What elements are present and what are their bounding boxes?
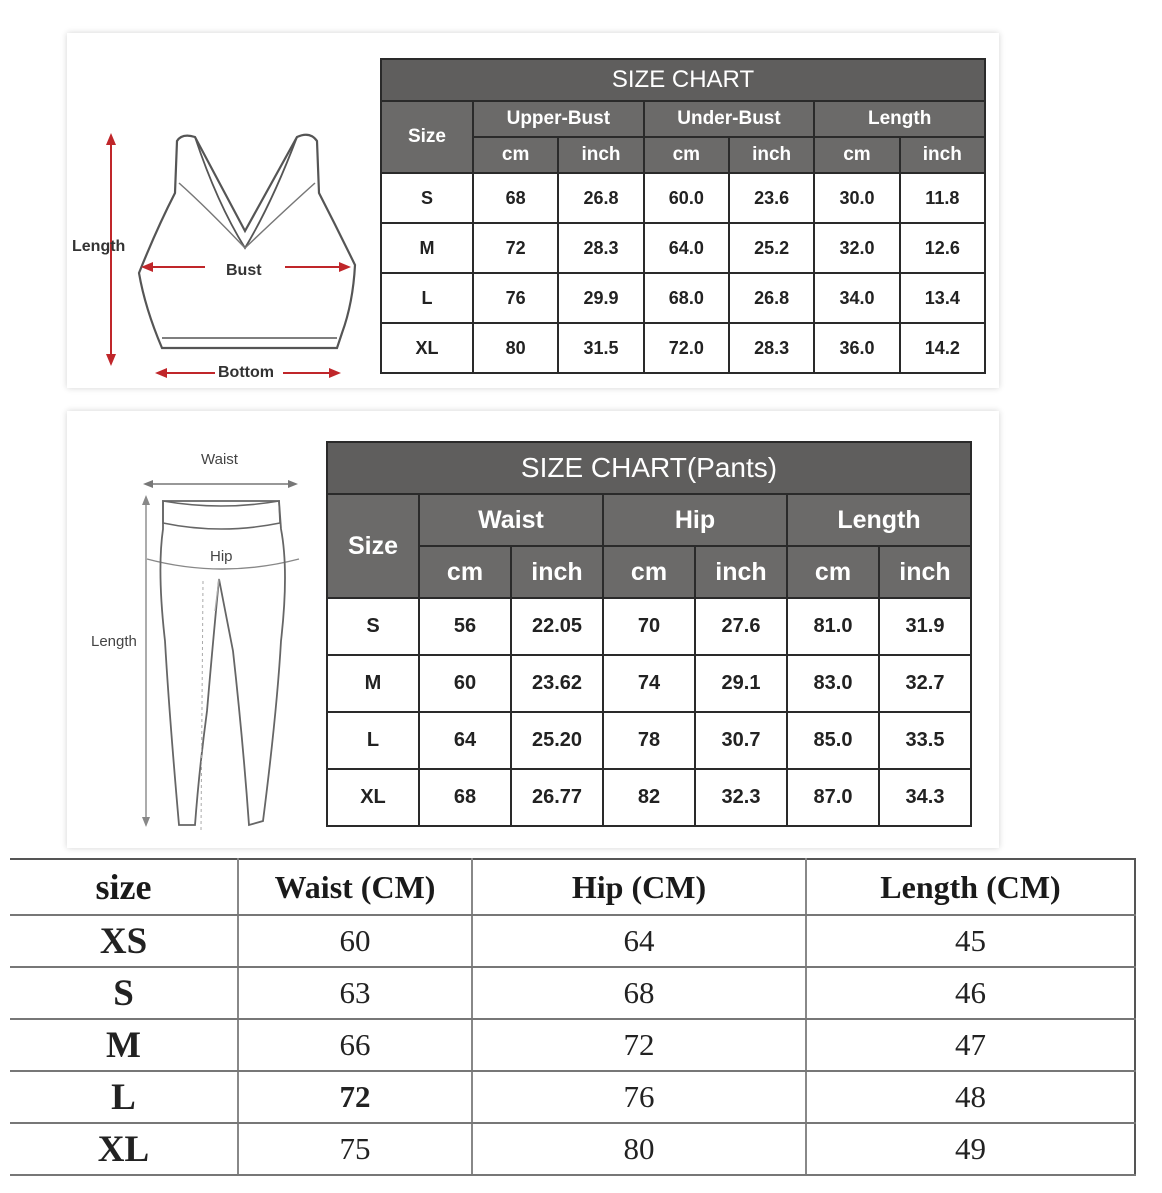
- bra-size-cell: L: [381, 273, 473, 323]
- length-cell: 48: [806, 1071, 1135, 1123]
- simple-size-table: [10, 858, 1136, 1176]
- pants-value-cell: 23.62: [511, 655, 603, 712]
- waist-cell: 63: [238, 967, 472, 1019]
- waist-cell: 72: [238, 1071, 472, 1123]
- bra-bottom-label: Bottom: [218, 364, 274, 381]
- bra-group-length: Length: [814, 101, 985, 137]
- pants-size-table: [326, 441, 972, 827]
- bra-row-s: [381, 173, 985, 223]
- bra-length-label: Length: [72, 238, 126, 255]
- pants-size-cell: L: [327, 712, 419, 769]
- column-header-size: size: [10, 859, 238, 915]
- waist-cell: 60: [238, 915, 472, 967]
- pants-row-l: [327, 712, 971, 769]
- bra-value-cell: 68.0: [644, 273, 729, 323]
- pants-value-cell: 31.9: [879, 598, 971, 655]
- length-cell: 45: [806, 915, 1135, 967]
- pants-row-s: [327, 598, 971, 655]
- pants-figure-illustration: [67, 411, 317, 848]
- bra-value-cell: 25.2: [729, 223, 814, 273]
- pants-group-length: Length: [787, 494, 971, 546]
- bra-unit: inch: [558, 137, 643, 173]
- size-cell: S: [10, 967, 238, 1019]
- table-row: [10, 1071, 1135, 1123]
- pants-hip-label: Hip: [210, 548, 233, 565]
- length-cell: 46: [806, 967, 1135, 1019]
- pants-group-hip: Hip: [603, 494, 787, 546]
- hip-cell: 64: [472, 915, 806, 967]
- pants-value-cell: 29.1: [695, 655, 787, 712]
- pants-value-cell: 34.3: [879, 769, 971, 826]
- pants-size-cell: M: [327, 655, 419, 712]
- size-cell: XS: [10, 915, 238, 967]
- pants-value-cell: 26.77: [511, 769, 603, 826]
- column-header-waist: Waist (CM): [238, 859, 472, 915]
- pants-value-cell: 22.05: [511, 598, 603, 655]
- waist-cell: 75: [238, 1123, 472, 1175]
- pants-value-cell: 60: [419, 655, 511, 712]
- pants-value-cell: 64: [419, 712, 511, 769]
- pants-size-cell: S: [327, 598, 419, 655]
- bra-value-cell: 32.0: [814, 223, 899, 273]
- pants-value-cell: 78: [603, 712, 695, 769]
- bra-value-cell: 28.3: [558, 223, 643, 273]
- pants-value-cell: 32.7: [879, 655, 971, 712]
- pants-value-cell: 33.5: [879, 712, 971, 769]
- hip-cell: 68: [472, 967, 806, 1019]
- bra-value-cell: 14.2: [900, 323, 985, 373]
- bra-value-cell: 60.0: [644, 173, 729, 223]
- bra-group-upper-bust: Upper-Bust: [473, 101, 644, 137]
- bra-unit: cm: [814, 137, 899, 173]
- pants-value-cell: 25.20: [511, 712, 603, 769]
- pants-value-cell: 68: [419, 769, 511, 826]
- bra-value-cell: 80: [473, 323, 558, 373]
- bra-value-cell: 34.0: [814, 273, 899, 323]
- bra-size-table: [380, 58, 986, 374]
- bra-value-cell: 28.3: [729, 323, 814, 373]
- bra-size-cell: S: [381, 173, 473, 223]
- bra-value-cell: 31.5: [558, 323, 643, 373]
- pants-row-m: [327, 655, 971, 712]
- hip-cell: 80: [472, 1123, 806, 1175]
- table-row: [10, 967, 1135, 1019]
- pants-value-cell: 83.0: [787, 655, 879, 712]
- bra-value-cell: 76: [473, 273, 558, 323]
- bra-chart-title: SIZE CHART: [381, 59, 985, 101]
- hip-cell: 72: [472, 1019, 806, 1071]
- pants-value-cell: 30.7: [695, 712, 787, 769]
- hip-cell: 76: [472, 1071, 806, 1123]
- pants-value-cell: 56: [419, 598, 511, 655]
- pants-value-cell: 32.3: [695, 769, 787, 826]
- pants-unit: cm: [787, 546, 879, 598]
- column-header-hip: Hip (CM): [472, 859, 806, 915]
- size-cell: XL: [10, 1123, 238, 1175]
- bra-value-cell: 29.9: [558, 273, 643, 323]
- table-row: [10, 915, 1135, 967]
- bra-unit: cm: [644, 137, 729, 173]
- bra-row-xl: [381, 323, 985, 373]
- pants-value-cell: 74: [603, 655, 695, 712]
- pants-unit: inch: [879, 546, 971, 598]
- pants-size-cell: XL: [327, 769, 419, 826]
- bra-size-header: Size: [381, 101, 473, 173]
- pants-group-waist: Waist: [419, 494, 603, 546]
- bra-value-cell: 72.0: [644, 323, 729, 373]
- pants-value-cell: 82: [603, 769, 695, 826]
- pants-unit: inch: [511, 546, 603, 598]
- bra-size-cell: XL: [381, 323, 473, 373]
- pants-chart-title: SIZE CHART(Pants): [327, 442, 971, 494]
- length-cell: 49: [806, 1123, 1135, 1175]
- pants-waist-label: Waist: [201, 451, 238, 468]
- column-header-length: Length (CM): [806, 859, 1135, 915]
- pants-value-cell: 27.6: [695, 598, 787, 655]
- bra-size-cell: M: [381, 223, 473, 273]
- pants-size-header: Size: [327, 494, 419, 598]
- bra-value-cell: 11.8: [900, 173, 985, 223]
- pants-value-cell: 70: [603, 598, 695, 655]
- pants-row-xl: [327, 769, 971, 826]
- pants-length-label: Length: [91, 633, 137, 650]
- pants-value-cell: 87.0: [787, 769, 879, 826]
- bra-value-cell: 23.6: [729, 173, 814, 223]
- size-cell: M: [10, 1019, 238, 1071]
- bra-value-cell: 68: [473, 173, 558, 223]
- bra-figure-illustration: [67, 33, 367, 388]
- bra-row-m: [381, 223, 985, 273]
- bra-value-cell: 36.0: [814, 323, 899, 373]
- table-row: [10, 1019, 1135, 1071]
- waist-cell: 66: [238, 1019, 472, 1071]
- bra-unit: inch: [900, 137, 985, 173]
- bra-size-panel: [67, 33, 999, 388]
- bra-value-cell: 12.6: [900, 223, 985, 273]
- bra-value-cell: 30.0: [814, 173, 899, 223]
- bra-value-cell: 72: [473, 223, 558, 273]
- table-row: [10, 1123, 1135, 1175]
- length-cell: 47: [806, 1019, 1135, 1071]
- bra-value-cell: 13.4: [900, 273, 985, 323]
- bra-value-cell: 26.8: [558, 173, 643, 223]
- bra-unit: cm: [473, 137, 558, 173]
- pants-size-panel: [67, 411, 999, 848]
- bra-value-cell: 64.0: [644, 223, 729, 273]
- bra-value-cell: 26.8: [729, 273, 814, 323]
- bra-unit: inch: [729, 137, 814, 173]
- bra-group-under-bust: Under-Bust: [644, 101, 815, 137]
- pants-value-cell: 81.0: [787, 598, 879, 655]
- pants-unit: inch: [695, 546, 787, 598]
- pants-unit: cm: [419, 546, 511, 598]
- pants-value-cell: 85.0: [787, 712, 879, 769]
- size-cell: L: [10, 1071, 238, 1123]
- bra-row-l: [381, 273, 985, 323]
- pants-unit: cm: [603, 546, 695, 598]
- bra-bust-label: Bust: [226, 262, 262, 279]
